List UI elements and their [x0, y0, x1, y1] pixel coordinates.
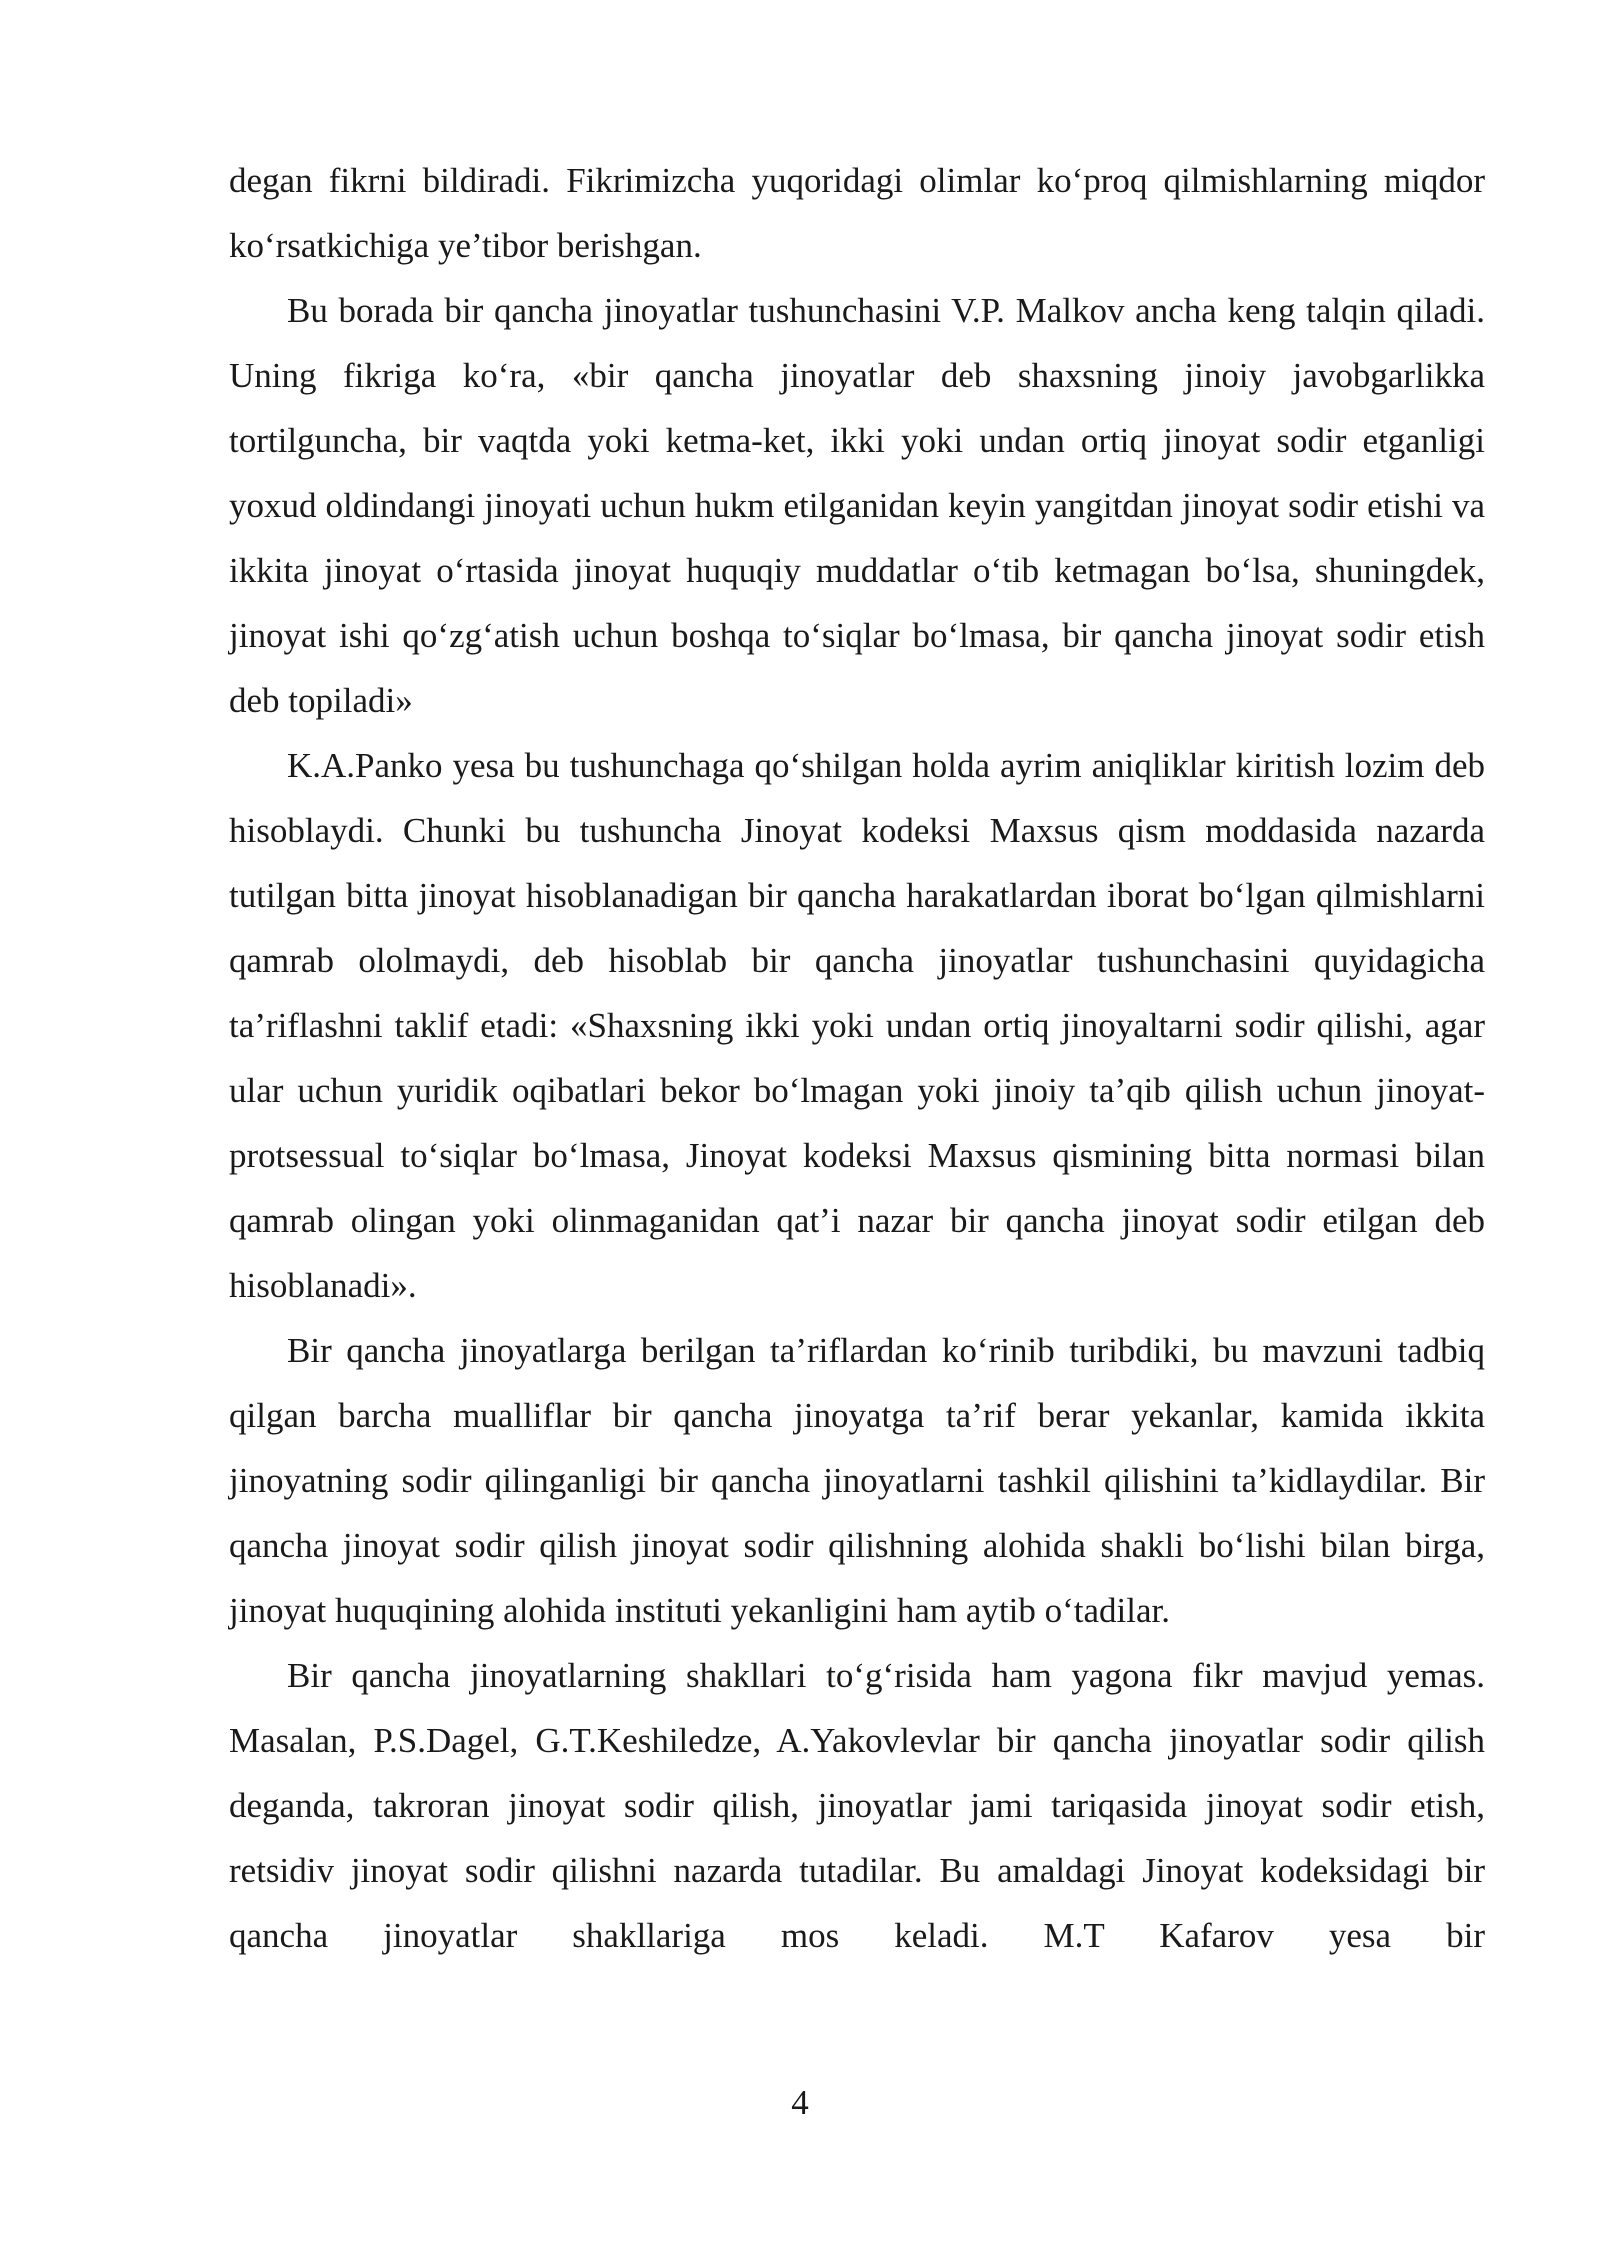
- document-body: [229, 148, 1485, 1968]
- paragraph-3: K.A.Panko yesa bu tushunchaga qo‘shilgan holda ayrim aniqliklar kiritish lozim deb hisoblaydi. Chunki bu tushuncha Jinoyat kodeksi Maxsus qism moddasida nazarda tutilgan bitta jinoyat hisoblanadigan bir qancha harakatlardan iborat bo‘lgan qilmishlarni qamrab ololmaydi, deb hisoblab bir qancha jinoyatlar tushunchasini quyidagicha ta’riflashni taklif etadi: «Shaxsning ikki yoki undan ortiq jinoyaltarni sodir qilishi, agar ular uchun yuridik oqibatlari bekor bo‘lmagan yoki jinoiy ta’qib qilish uchun jinoyat-protsessual to‘siqlar bo‘lmasa, Jinoyat kodeksi Maxsus qismining bitta normasi bilan qamrab olingan yoki olinmaganidan qat’i nazar bir qancha jinoyat sodir etilgan deb hisoblanadi».: [229, 746, 1485, 1305]
- paragraph-2: Bu borada bir qancha jinoyatlar tushunchasini V.P. Malkov ancha keng talqin qiladi. Uning fikriga ko‘ra, «bir qancha jinoyatlar deb shaxsning jinoiy javobgarlikka tortilguncha, bir vaqtda yoki ketma-ket, ikki yoki undan ortiq jinoyat sodir etganligi yoxud oldindangi jinoyati uchun hukm etilganidan keyin yangitdan jinoyat sodir etishi va ikkita jinoyat o‘rtasida jinoyat huquqiy muddatlar o‘tib ketmagan bo‘lsa, shuningdek, jinoyat ishi qo‘zg‘atish uchun boshqa to‘siqlar bo‘lmasa, bir qancha jinoyat sodir etish deb topiladi»: [229, 291, 1485, 720]
- paragraph-1: degan fikrni bildiradi. Fikrimizcha yuqoridagi olimlar ko‘proq qilmishlarning miqdor ko‘rsatkichiga ye’tibor berishgan.: [229, 161, 1485, 265]
- paragraph-5: Bir qancha jinoyatlarning shakllari to‘g‘risida ham yagona fikr mavjud yemas. Masalan, P.S.Dagel, G.T.Keshiledze, A.Yakovlevlar bir qancha jinoyatlar sodir qilish deganda, takroran jinoyat sodir qilish, jinoyatlar jami tariqasida jinoyat sodir etish, retsidiv jinoyat sodir qilishni nazarda tutadilar. Bu amaldagi Jinoyat kodeksidagi bir qancha jinoyatlar shakllariga mos keladi. M.T Kafarov yesa bir: [229, 1656, 1485, 1955]
- paragraph-4: Bir qancha jinoyatlarga berilgan ta’riflardan ko‘rinib turibdiki, bu mavzuni tadbiq qilgan barcha mualliflar bir qancha jinoyatga ta’rif berar yekanlar, kamida ikkita jinoyatning sodir qilinganligi bir qancha jinoyatlarni tashkil qilishini ta’kidlaydilar. Bir qancha jinoyat sodir qilish jinoyat sodir qilishning alohida shakli bo‘lishi bilan birga, jinoyat huquqining alohida instituti yekanligini ham aytib o‘tadilar.: [229, 1331, 1485, 1630]
- page-number: 4: [791, 2083, 809, 2122]
